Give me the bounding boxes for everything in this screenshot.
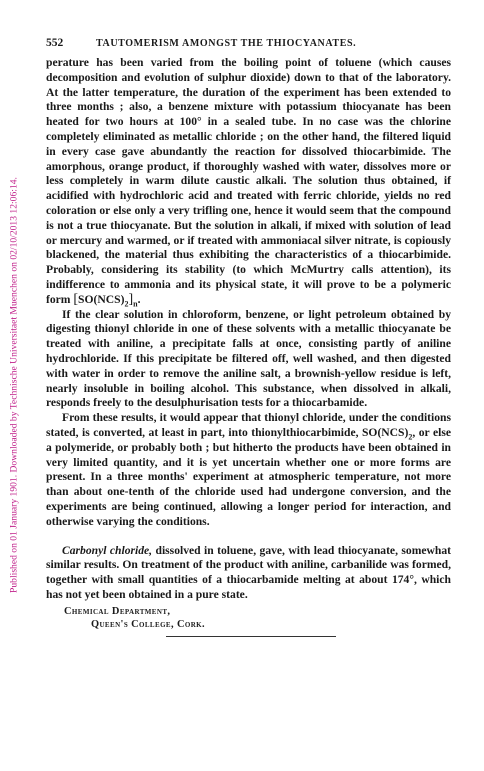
formula-sub-inner: 2 [124,299,129,309]
paragraph-1-text: perature has been varied from the boiling point of toluene (which causes decomposition and evolution of sulphur dioxide) down to that of the laboratory. At the latter temperature, the duration of the experiment has been extended to three months ; also, a benzene mixture with potassium thiocyanate has been heated for two hours at 100° in a sealed tube. In no case was the chlorine completely eliminated as metallic chloride ; on the other hand, the filtered liquid in every case gave abundantly the reaction for dissolved thiocarbimide. The amorphous, orange product, if thoroughly washed with water, dissolves more or less completely in warm dilute caustic alkali. The solution thus obtained, if acidified with hydrochloric acid and treated with ferric chloride, yields no red coloration or else only a very trifling one, hence it would seem that the compound is not a true thiocyanate. But the solution in alkali, if mixed with solution of lead or mercury and warmed, or if treated with ammoniacal silver nitrate, is copiously blackened, the material thus exhibiting the characteristics of a thiocarbimide. Probably, considering its stability (to which McMurtry calls attention), its indifference to ammonia and its physical state, it will prove to be a polymeric form [46,56,451,306]
paragraph-3-text-b: , or else a polymeride, or probably both ; but hitherto the products have been obtained in very limited quantity, and it is yet uncertain whether one or more forms are present. In a three months' experiment at atmospheric temperature, not more than about one-tenth of the chloride used had undergone conversion, and the experiments are being continued, allowing a longer period for interaction, and otherwise varying the conditions. [46,425,451,528]
paragraph-3-text-a: From these results, it would appear that thionyl chloride, under the conditions stated, is converted, at least in part, into thionylthiocarbimide, [46,411,451,439]
formula-core: SO(NCS) [78,292,125,306]
paragraph-3 [46,411,451,529]
article-body [46,56,451,637]
formula-open-bracket: [ [73,291,79,307]
closing-rule [166,636,336,637]
paragraph-1 [46,56,451,308]
formula-close-bracket: ] [128,291,134,307]
thionyl-formula-sub: 2 [408,432,413,442]
polymeric-formula [73,291,141,309]
paragraph-4-text: dissolved in toluene, gave, with lead thiocyanate, somewhat similar results. On treatment of the product with aniline, carbanilide was formed, together with small quantities of a thiocarbamide melting at about 174°, which has not yet been obtained in a pure state. [46,543,451,601]
section-gap [46,530,451,544]
paragraph-4 [46,544,451,603]
download-watermark-text: Published on 01 January 1901. Downloaded by Technische Universitaet Muenchen on 02/10/2013 12:06:14. [8,177,20,593]
download-watermark [0,0,28,771]
page-header [46,37,450,53]
formula-sub-outer: n [133,299,138,309]
paragraph-2: If the clear solution in chloroform, benzene, or light petroleum obtained by digesting thionyl chloride in one of these solvents with a metallic thiocyanate be treated with aniline, a precipitate falls at once, consisting partly of aniline hydrochloride. If this precipitate be filtered off, well washed, and then digested with water in order to remove the aniline salt, a brownish-yellow residue is left, nearly insoluble in boiling alcohol. This substance, when dissolved in alkali, responds freely to the desulphurisation tests for a thiocarbamide. [46,307,451,410]
formula-end: . [137,292,141,306]
running-title: TAUTOMERISM AMONGST THE THIOCYANATES. [96,38,357,49]
thionyl-formula [361,425,413,442]
page-number: 552 [46,37,64,49]
carbonyl-chloride-title: Carbonyl chloride, [62,543,153,557]
thionyl-formula-core: SO(NCS) [361,425,409,439]
college-line: Queen's College, Cork. [91,618,206,630]
department-line: Chemical Department, [64,605,171,617]
